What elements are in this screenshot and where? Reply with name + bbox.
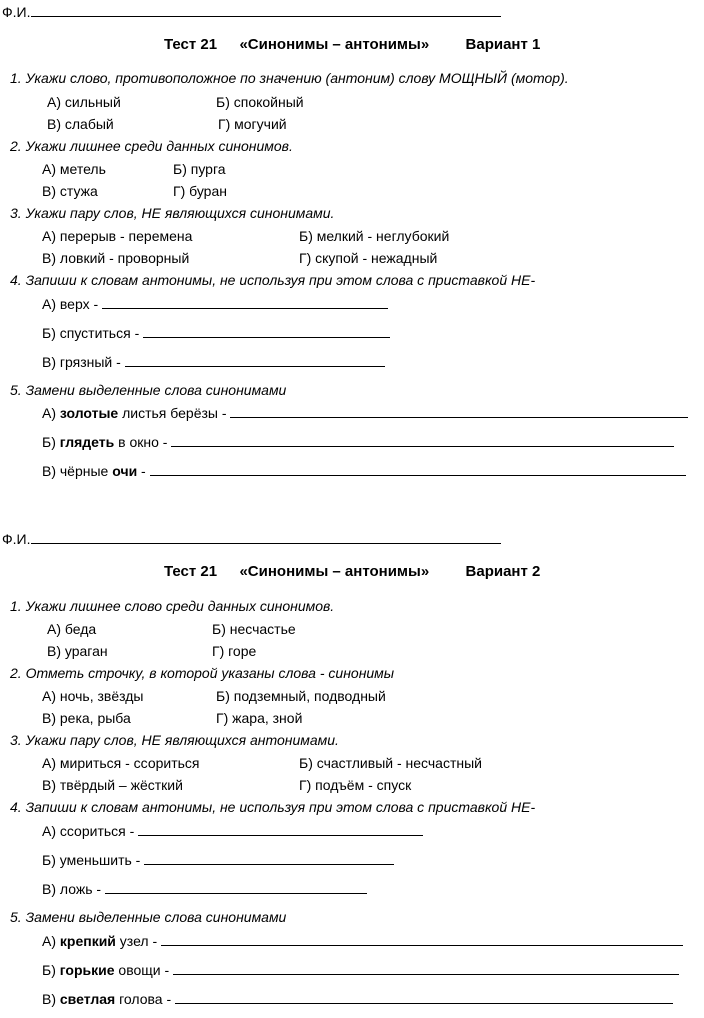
option-c[interactable]: В) твёрдый – жёсткий bbox=[42, 777, 183, 793]
answer-blank[interactable] bbox=[175, 990, 673, 1004]
answer-label: овощи - bbox=[114, 962, 174, 978]
option-c[interactable]: В) ловкий - проворный bbox=[42, 250, 190, 266]
answer-row-c bbox=[42, 462, 686, 479]
option-b[interactable]: Б) несчастье bbox=[212, 621, 296, 637]
fio-line-2 bbox=[2, 530, 501, 547]
fio-line-1 bbox=[2, 3, 501, 20]
answer-row-b bbox=[42, 961, 679, 978]
answer-label: Б) уменьшить - bbox=[42, 852, 145, 868]
option-d[interactable]: Г) горе bbox=[212, 643, 257, 659]
answer-row-b bbox=[42, 851, 394, 868]
test-title-2 bbox=[164, 563, 540, 580]
option-a[interactable]: А) ночь, звёзды bbox=[42, 688, 144, 704]
question-1: 1. Укажи лишнее слово среди данных синонимов. bbox=[10, 598, 335, 614]
answer-prefix: Б) bbox=[42, 434, 60, 450]
answer-prefix: В) чёрные bbox=[42, 463, 113, 479]
option-b[interactable]: Б) мелкий - неглубокий bbox=[299, 228, 450, 244]
option-c[interactable]: В) слабый bbox=[47, 116, 114, 132]
question-5: 5. Замени выделенные слова синонимами bbox=[10, 909, 287, 925]
highlighted-word: глядеть bbox=[59, 434, 115, 450]
answer-prefix: А) bbox=[42, 405, 60, 421]
highlighted-word: очи bbox=[112, 463, 138, 479]
answer-blank[interactable] bbox=[105, 880, 367, 894]
answer-label: А) верх - bbox=[42, 296, 103, 312]
variant-label: Вариант 1 bbox=[465, 36, 541, 53]
answer-label: В) грязный - bbox=[42, 354, 125, 370]
answer-label: А) ссориться - bbox=[42, 823, 139, 839]
highlighted-word: крепкий bbox=[59, 933, 116, 949]
answer-blank[interactable] bbox=[102, 295, 388, 309]
answer-label: В) ложь - bbox=[42, 881, 105, 897]
answer-blank[interactable] bbox=[230, 404, 688, 418]
answer-blank[interactable] bbox=[161, 932, 683, 946]
option-d[interactable]: Г) буран bbox=[173, 183, 227, 199]
answer-blank[interactable] bbox=[144, 851, 394, 865]
option-a[interactable]: А) беда bbox=[47, 621, 97, 637]
option-d[interactable]: Г) подъём - спуск bbox=[299, 777, 412, 793]
question-3: 3. Укажи пару слов, НЕ являющихся антонимами. bbox=[10, 732, 339, 748]
option-c[interactable]: В) река, рыба bbox=[42, 710, 131, 726]
highlighted-word: золотые bbox=[59, 405, 119, 421]
answer-row-a bbox=[42, 822, 423, 839]
option-a[interactable]: А) метель bbox=[42, 161, 106, 177]
test-title-1 bbox=[164, 36, 540, 53]
question-2: 2. Укажи лишнее среди данных синонимов. bbox=[10, 138, 293, 154]
question-3: 3. Укажи пару слов, НЕ являющихся синонимами. bbox=[10, 205, 335, 221]
answer-label: листья берёзы - bbox=[118, 405, 231, 421]
answer-label: Б) спуститься - bbox=[42, 325, 144, 341]
highlighted-word: светлая bbox=[59, 991, 116, 1007]
answer-label: голова - bbox=[115, 991, 176, 1007]
test-topic: «Синонимы – антонимы» bbox=[239, 563, 430, 580]
question-4: 4. Запиши к словам антонимы, не используя при этом слова с приставкой НЕ- bbox=[10, 799, 536, 815]
answer-row-b bbox=[42, 324, 390, 341]
test-number: Тест 21 bbox=[164, 563, 218, 580]
option-c[interactable]: В) ураган bbox=[47, 643, 108, 659]
answer-row-c bbox=[42, 353, 385, 370]
option-d[interactable]: Г) могучий bbox=[218, 116, 287, 132]
question-4: 4. Запиши к словам антонимы, не используя при этом слова с приставкой НЕ- bbox=[10, 272, 536, 288]
option-a[interactable]: А) мириться - ссориться bbox=[42, 755, 200, 771]
answer-row-c bbox=[42, 990, 673, 1007]
option-c[interactable]: В) стужа bbox=[42, 183, 98, 199]
answer-blank[interactable] bbox=[138, 822, 423, 836]
answer-row-a bbox=[42, 295, 388, 312]
question-5: 5. Замени выделенные слова синонимами bbox=[10, 382, 287, 398]
answer-label: - bbox=[137, 463, 150, 479]
answer-blank[interactable] bbox=[150, 462, 686, 476]
answer-blank[interactable] bbox=[143, 324, 390, 338]
option-b[interactable]: Б) пурга bbox=[173, 161, 226, 177]
option-d[interactable]: Г) жара, зной bbox=[216, 710, 303, 726]
option-d[interactable]: Г) скупой - нежадный bbox=[299, 250, 438, 266]
option-b[interactable]: Б) спокойный bbox=[216, 94, 304, 110]
answer-prefix: А) bbox=[42, 933, 60, 949]
answer-row-a bbox=[42, 404, 688, 421]
question-2: 2. Отметь строчку, в которой указаны слова - синонимы bbox=[10, 665, 395, 681]
answer-blank[interactable] bbox=[173, 961, 679, 975]
answer-row-c bbox=[42, 880, 367, 897]
answer-row-a bbox=[42, 932, 683, 949]
fio-label: Ф.И. bbox=[2, 4, 31, 20]
option-a[interactable]: А) сильный bbox=[47, 94, 121, 110]
answer-row-b bbox=[42, 433, 674, 450]
fio-blank[interactable] bbox=[31, 3, 501, 17]
option-b[interactable]: Б) счастливый - несчастный bbox=[299, 755, 482, 771]
option-a[interactable]: А) перерыв - перемена bbox=[42, 228, 193, 244]
option-b[interactable]: Б) подземный, подводный bbox=[216, 688, 386, 704]
answer-blank[interactable] bbox=[171, 433, 674, 447]
test-number: Тест 21 bbox=[164, 36, 218, 53]
answer-label: в окно - bbox=[114, 434, 172, 450]
test-topic: «Синонимы – антонимы» bbox=[239, 36, 430, 53]
answer-prefix: Б) bbox=[42, 962, 60, 978]
fio-blank[interactable] bbox=[31, 530, 501, 544]
answer-label: узел - bbox=[115, 933, 162, 949]
fio-label: Ф.И. bbox=[2, 531, 31, 547]
variant-label: Вариант 2 bbox=[465, 563, 541, 580]
question-1: 1. Укажи слово, противоположное по значению (антоним) слову МОЩНЫЙ (мотор). bbox=[10, 70, 569, 86]
answer-blank[interactable] bbox=[125, 353, 385, 367]
highlighted-word: горькие bbox=[59, 962, 115, 978]
answer-prefix: В) bbox=[42, 991, 60, 1007]
